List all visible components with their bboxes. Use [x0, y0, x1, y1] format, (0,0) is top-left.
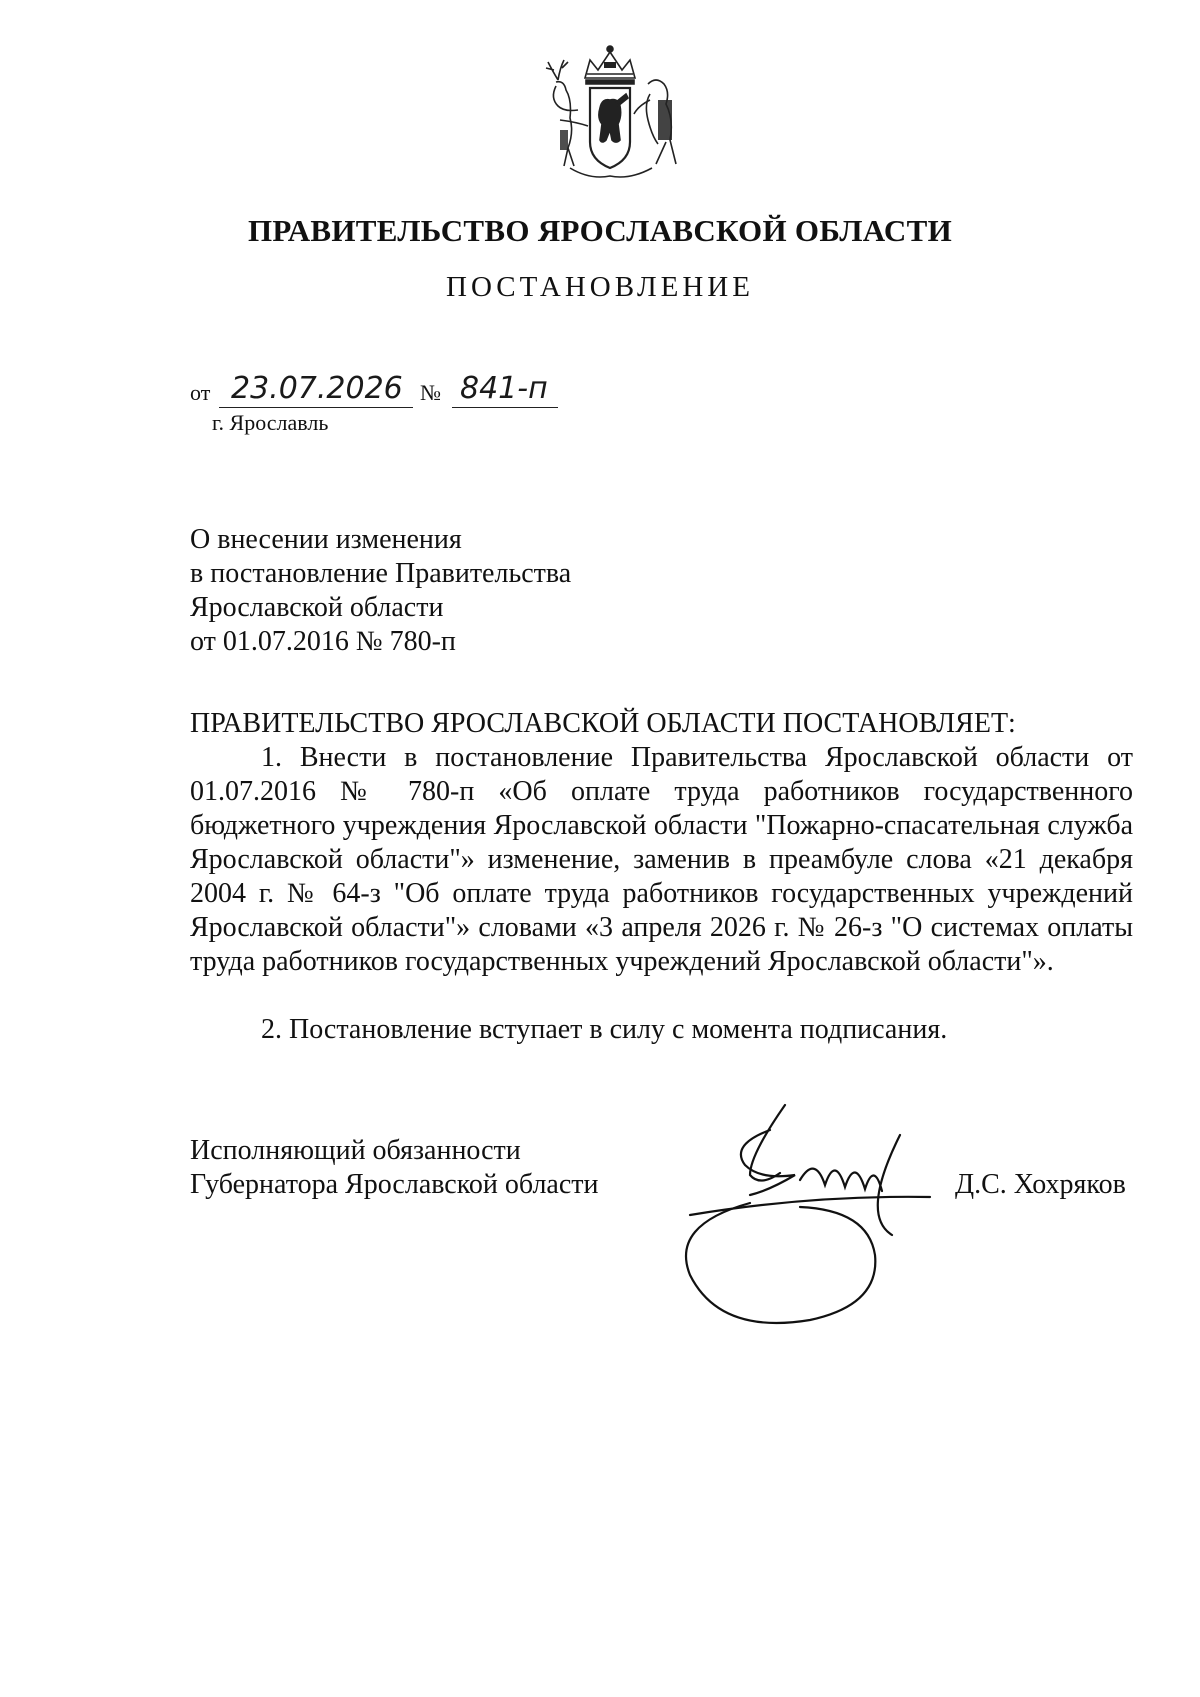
item-1-paragraph: 1. Внести в постановление Правительства Ярославской области от 01.07.2016 № 780-п «Об оплате труда работников государственного бюджетного учреждения Ярославской области "Пожарно-спасательная служба Ярославской области"» изменение, заменив в преамбуле слова «21 декабря 2004 г. № 64-з "Об оплате труда работников государственных учреждений Ярославской области"» словами «3 апреля 2026 г. № 26-з "О системах оплаты труда работников государственных учреждений Ярославской области"». — [190, 742, 1133, 977]
subject-line-1: О внесении изменения — [190, 524, 462, 555]
resolves-heading: ПРАВИТЕЛЬСТВО ЯРОСЛАВСКОЙ ОБЛАСТИ ПОСТАНОВЛЯЕТ: — [190, 708, 1016, 739]
subject-line-4: от 01.07.2016 № 780-п — [190, 626, 456, 657]
signatory-position-line-1: Исполняющий обязанности — [190, 1135, 521, 1166]
city: г. Ярославль — [212, 410, 329, 435]
handwritten-signature — [630, 1095, 960, 1340]
date-prefix: от — [190, 380, 211, 405]
handwritten-number: 841-п — [460, 371, 548, 406]
document-type: ПОСТАНОВЛЕНИЕ — [446, 271, 754, 303]
subject-line-3: Ярославской области — [190, 592, 444, 623]
signatory-position-line-2: Губернатора Ярославской области — [190, 1169, 599, 1200]
government-title: ПРАВИТЕЛЬСТВО ЯРОСЛАВСКОЙ ОБЛАСТИ — [248, 213, 952, 248]
subject-line-2: в постановление Правительства — [190, 558, 572, 589]
coat-of-arms-emblem — [530, 40, 690, 190]
signatory-name: Д.С. Хохряков — [955, 1169, 1126, 1200]
handwritten-date: 23.07.2026 — [231, 371, 403, 406]
number-prefix: № — [420, 380, 441, 405]
date-line — [219, 371, 413, 408]
item-2-paragraph: 2. Постановление вступает в силу с момента подписания. — [261, 1014, 948, 1045]
number-line — [452, 371, 558, 408]
